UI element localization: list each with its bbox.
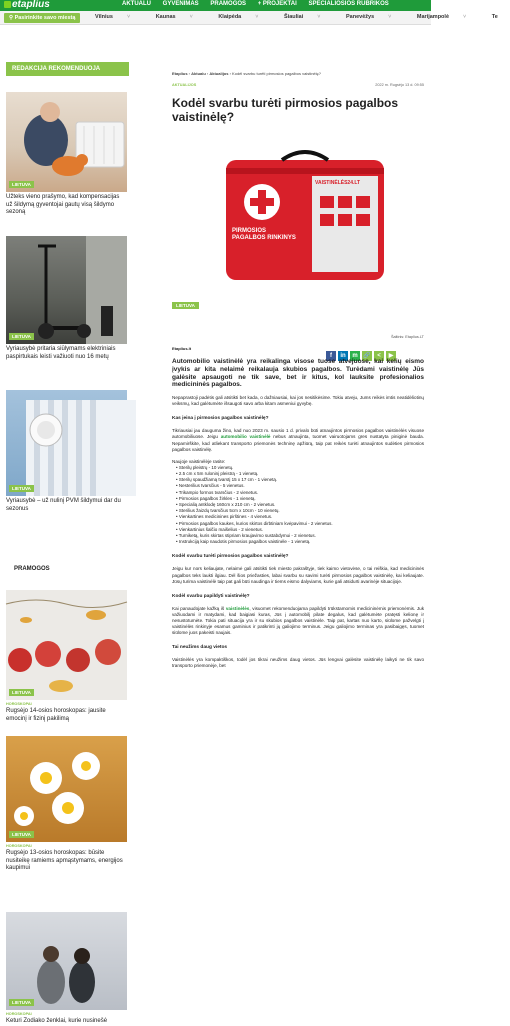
chevron-down-icon: ˅ [463,14,467,20]
section-heading-pramogos: PRAMOGOS [6,562,129,576]
card-image-radiator [6,390,127,496]
city-list [95,14,510,20]
article-subheading: Tai neužims daug vietos [172,645,228,651]
image-tag[interactable]: LIETUVA [172,302,199,309]
chevron-down-icon: ˅ [255,14,259,20]
chevron-down-icon: ˅ [317,14,321,20]
article-hero-image [172,140,424,312]
card-image-scooter [6,236,127,344]
breadcrumb: Etaplius › Aktualu › Aktualijos › Kodėl svarbu turėti pirmosios pagalbos vaistinėlę? [172,71,321,76]
logo-text: etaplius [12,0,50,10]
menu-item-specialiosios[interactable]: SPECIALIOSIOS RUBRIKOS [308,1,389,7]
heater-cat-illustration [6,92,127,192]
article-paragraph: Vaistinėlės yra kompaktiškos, todėl jos tikrai neužims daug vietos. Jūs lengvai galėsite vaistinėlę laikyti ne tik savo transporto priemonėje, bet [172,657,424,669]
card-title[interactable]: Vyriausybė pritaria siūlymams elektriniais paspirtukais leisti važiuoti nuo 16 metų [6,346,116,360]
city-kaunas[interactable] [156,14,205,20]
list-intro: Naujoje vaistinėlėje rasite: [172,458,226,464]
apples-illustration [6,590,127,700]
linkedin-share-icon[interactable]: in [338,351,348,361]
menu-item-projektai[interactable]: + PROJEKTAI [257,1,297,7]
list-item: • Instrukciją kaip naudotis pirmosios pagalbos vaistinėle - 1 vienetą. [176,539,424,545]
menu-item-aktualu[interactable]: AKTUALU [122,1,151,7]
messenger-share-icon[interactable]: m [350,351,360,361]
kit-contents-list [172,465,424,546]
city-label: Kaunas [155,14,176,20]
card-image-chamomile [6,736,127,842]
article-body [172,358,424,669]
sidebar-card[interactable] [6,390,127,513]
city-bar [0,11,498,25]
text-segment: Tikriausiai jau dauguma žino, kad nuo 2023 m. sausio 1 d. privalo būti atnaujintos pirmosios pagalbos vaistinėlės visuose automobiliuose. Jeigu [172,428,424,440]
article-category[interactable]: AKTUALIJOS [172,83,197,87]
city-label: Vilnius [95,14,113,20]
article-paragraph [172,606,424,636]
card-image-heating [6,92,127,192]
card-title[interactable]: Užteks vieno prašymo, kad kompensacijas už šildymą gyventojai gautų visą šildymo sezoną [6,194,120,215]
first-aid-kit-illustration [172,140,424,300]
breadcrumb-home[interactable]: Etaplius [172,71,188,76]
facebook-share-icon[interactable]: f [326,351,336,361]
city-label: Šiauliai [284,14,304,20]
card-tag[interactable]: LIETUVA [9,333,34,340]
card-title[interactable]: Vyriausybė – už nulinį PVM šildymui dar du sezonus [6,498,121,512]
breadcrumb-aktualu[interactable]: Aktualu [191,71,206,76]
scooter-illustration [6,236,127,344]
breadcrumb-current: Kodėl svarbu turėti pirmosios pagalbos vaistinėlę? [232,71,321,76]
list-item: • Pirmosios pagalbos kaukes, kurios skirtos dirbtiniam kvėpavimui - 2 vienetus. [176,521,424,527]
article-paragraph: Jeigu kur nors keliaujate, nelaimė gali atsitikti tiek miesto pakraštyje, tiek kaimo vietovėse, o tai reiškia, kad medicininės pagalbos teks laukti ilgiau. Dėl šios priežasties, labai svarbu su savimi turėti pirmosios pagalbos vaistinėlę, kai keliaujate. Jūsų turima vaistinėlė taip pat gali būti naudinga ir tiems eismo dalyviams, kurie gali atsidurti avarinėje situacijoje. [172,566,424,584]
card-tag[interactable]: LIETUVA [9,831,34,838]
city-label: Klaipėda [218,14,242,20]
city-siauliai[interactable] [284,14,332,20]
list-item: • Turniketą, kuris skirtas stipriam kraujavimo sustabdymui - 2 vienetus. [176,533,424,539]
list-item: • Nesterilius tvarsčius - 5 vienetus. [176,483,424,489]
chevron-down-icon: ˅ [189,14,193,20]
city-panevezys[interactable] [346,14,403,20]
menu-item-pramogos[interactable]: PRAMOGOS [210,1,247,7]
card-category[interactable]: HOROSKOPAI [6,844,32,848]
list-item: • Pirmosios pagalbos žirkles - 1 vienetą. [176,496,424,502]
article-meta [172,83,424,88]
city-label: Panevėžys [346,14,375,20]
article-paragraph [172,428,424,452]
text-segment: nebus atnaujinta, tuomet vairuotojams gres nustatyta piniginė bauda. Nepamirškite, kad atliekant transporto priemonės techninę apžiūrą, taip pat reikės turėti atnaujintos sudėties pirmosios pagalbos vaistinėlę. [172,434,424,452]
share-buttons [324,344,396,359]
city-more[interactable]: Te [491,14,498,20]
article-author[interactable]: Etaplius.lt [172,346,192,351]
card-title[interactable]: Rugsėjo 14-osios horoskopas: jausite emocinį ir fizinį pakilimą [6,708,106,722]
inline-link-vaistineles[interactable]: vaistinėlės [225,605,250,611]
kit-label-text: PIRMOSIOS PAGALBOS RINKINYS [232,228,296,241]
copy-link-icon[interactable]: 🔗 [363,353,371,359]
main-menu [122,1,399,7]
sidebar-card[interactable] [6,92,127,217]
card-tag[interactable]: LIETUVA [9,689,34,696]
article-subheading: Kas įeina į pirmosios pagalbos vaistinėlę? [172,416,269,422]
section-heading-recommended: REDAKCIJA REKOMENDUOJA [6,62,129,76]
choose-city-button[interactable] [4,13,80,23]
location-pin-icon: ⚲ [9,15,15,21]
sidebar-card[interactable] [6,590,127,723]
list-item: • Sterilų spaudžiamą tvarstį 15 x 17 cm - 1 vienetą. [176,477,424,483]
couple-illustration [6,912,127,1010]
article-title: Kodėl svarbu turėti pirmosios pagalbos vaistinėlę? [172,96,399,124]
text-segment: Kai panaudojate kažką iš [172,605,225,611]
list-item: • Trikampio formos tvarsčius - 2 vienetus. [176,490,424,496]
text-segment: , visuomet rekomenduojama papildyti trūkstamomis medicininėmis priemonėmis. Juk važiuodami ir matydami, kad baigiasi kuras, Jūs į automobilį pilate degalus, kad galėtumėte pratęsti kelionę ir nesustotumėte. Tokia pati situacija yra ir su skubios pagalbos vaistinėle. Taip pat, kartas nuo karto, siūlome pažvelgti į vaistinėlės rinkinyje esamus gaminius ir patikrinti jų galiojimo terminus. Jeigu galiojimo terminas yra pasibaigęs, tuomet siūlome juos pakeisti naujais. [172,605,425,636]
list-item: • 2.5 cm x 5m ruloninį pleistrą - 1 vienetą. [176,471,424,477]
article-subheading: Kodėl svarbu papildyti vaistinėlę? [172,593,250,599]
article-lead: Automobilio vaistinėlė yra reikalinga visose tuose atvejuose, kai kelių eismo įvykis ar kita nelaimė reikalauja skubios pagalbos. Turėdami vaistinėlę Jūs galėsite apsaugoti ne tik save, bet ir kitus, kol lauksite profesionalios medicininės pagalbos. [172,358,424,389]
more-share-icon[interactable]: ▶ [386,351,396,361]
card-image-couple [6,912,127,1010]
logo-mark-icon [4,1,11,8]
card-image-apples [6,590,127,700]
chamomile-illustration [6,736,127,842]
article-paragraph: Nepaprastoji padėtis gali atsitikti bet kada, o dažniausiai, kai jos nesitikėsime. Tokiu atveju, Jums reikės imtis neatidėliotinų veiksmų, kad galėtumėte išsaugoti savo arba kitam asmeniui gyvybę. [172,395,424,407]
card-title[interactable]: Keturi Zodiako ženklai, kurie nusinešė [6,1018,108,1024]
chevron-down-icon: ˅ [388,14,392,20]
kit-brand-text: VAISTINĖLĖS24.LT [315,180,361,186]
share-icon[interactable]: < [374,351,384,361]
city-vilnius[interactable] [95,14,142,20]
list-item: • Specialią antklodę 160cm x 210 cm - 2 vienetus. [176,502,424,508]
list-item: • Sterilų pleistrų - 10 vienetų. [176,465,424,471]
card-title[interactable]: Rugsėjo 13-osios horoskopas: būsite nusiteikę ramiems apmąstymams, energijos kaupimui [6,850,123,871]
recommended-section [6,62,129,76]
radiator-illustration [6,390,127,496]
chevron-down-icon: ˅ [126,14,131,20]
card-category[interactable]: HOROSKOPAI [6,702,32,706]
card-category[interactable]: HOROSKOPAI [6,1012,32,1016]
city-label: Marijampolė [416,14,449,20]
top-navigation [0,0,431,11]
site-logo[interactable] [4,0,50,10]
sidebar-card[interactable] [6,736,127,873]
card-tag[interactable]: LIETUVA [9,485,34,492]
photo-credit: Šaltinis: Etaplius.LT [390,335,424,339]
city-marijampole[interactable] [417,14,478,20]
menu-item-gyvenimas[interactable]: GYVENIMAS [162,1,199,7]
card-tag[interactable]: LIETUVA [9,181,34,188]
sidebar-card[interactable] [6,912,127,1026]
city-klaipeda[interactable] [218,14,270,20]
pramogos-section [6,562,129,576]
list-item: • Vienkartines medicinines pirštines - 4 vienetus. [176,514,424,520]
list-item: • Vienkartinius šalčio maišelius - 2 vienetus. [176,527,424,533]
breadcrumb-aktualijos[interactable]: Aktualijos [209,71,229,76]
card-tag[interactable]: LIETUVA [9,999,34,1006]
article-date: 2022 m. Rugsėjo 13 d. 09:55 [375,83,424,87]
inline-link-vaistinele[interactable]: automobilio vaistinėlė [220,434,271,440]
choose-city-label: Pasirinkite savo miestą [14,15,76,21]
list-item: • Sterilius žaizdų tvarsčius 5cm x 10cm - 10 vienetų. [176,508,424,514]
article-subheading: Kodėl svarbu turėti pirmosios pagalbos vaistinėlę? [172,554,289,560]
sidebar-card[interactable] [6,236,127,361]
